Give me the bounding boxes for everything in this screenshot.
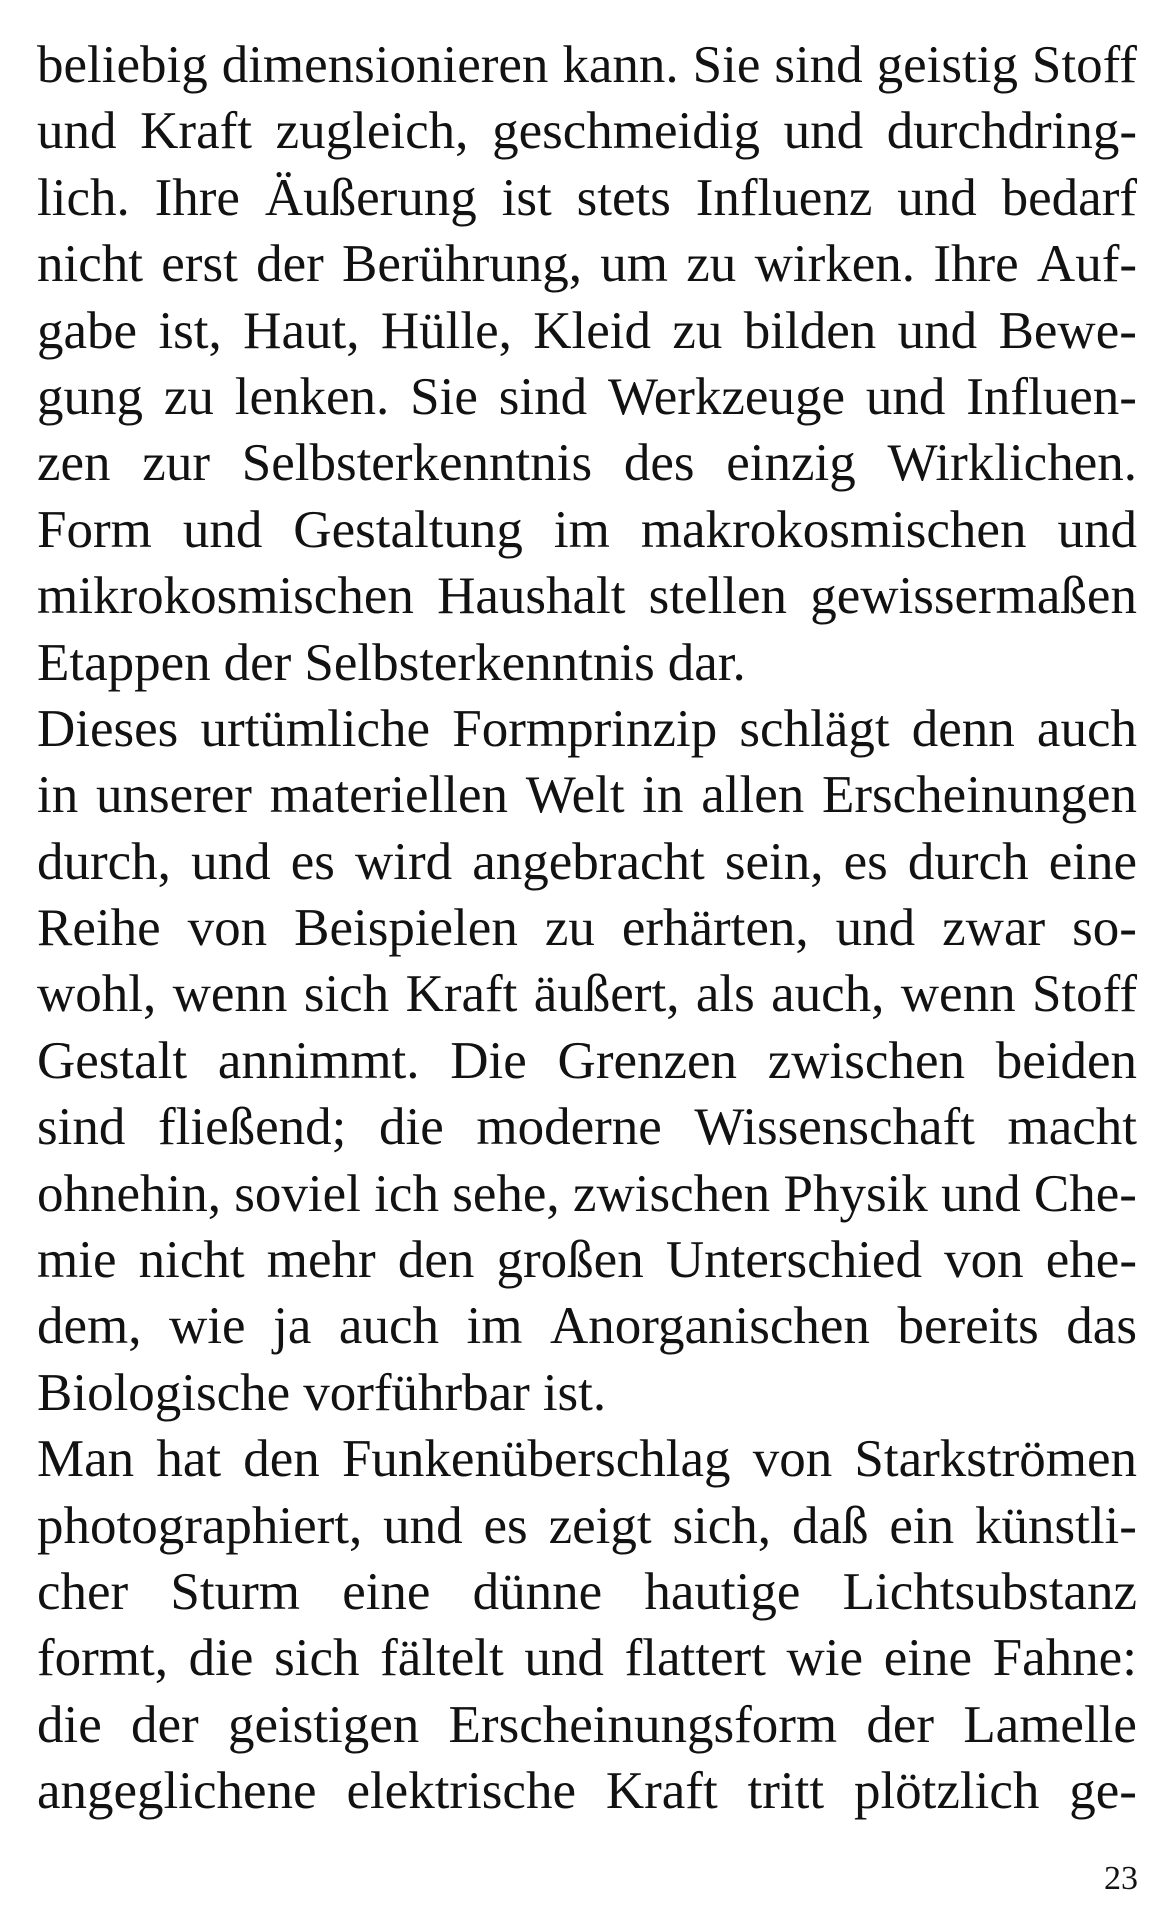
word: ohnehin, (37, 1164, 221, 1223)
word: allen (701, 766, 805, 825)
word: fließend; (157, 1098, 347, 1157)
word: stellen (648, 567, 788, 626)
word: sind (37, 1098, 126, 1157)
word: der (866, 1695, 935, 1754)
word: lenken. (234, 367, 390, 426)
word: und (1057, 500, 1137, 559)
word: die (188, 1629, 254, 1688)
paragraph (37, 696, 1137, 1426)
word: wird (354, 832, 453, 891)
word: Wissenschaft (694, 1098, 975, 1157)
word: zur (142, 434, 210, 493)
word: annimmt. (217, 1031, 420, 1090)
word: Kraft (605, 1762, 718, 1821)
word: beliebig (37, 36, 208, 94)
word: auch, (771, 965, 885, 1024)
word: Fahne: (992, 1629, 1137, 1688)
word: vorführbar (303, 1363, 530, 1422)
word: nicht (138, 1231, 245, 1290)
text-line (37, 430, 1137, 496)
word: zwischen (572, 1164, 771, 1223)
paragraph (37, 32, 1137, 696)
word: um (600, 235, 668, 294)
word: Kraft (405, 965, 518, 1024)
word: Sie (692, 36, 761, 94)
word: formt, (37, 1629, 168, 1688)
word: dem, (37, 1297, 142, 1356)
word: Äußerung (264, 168, 477, 227)
word: sein, (724, 832, 824, 891)
word: Physik (783, 1164, 928, 1223)
word: und (897, 301, 978, 360)
word: ist (501, 168, 552, 227)
word: sich (303, 965, 390, 1024)
text-line (37, 1360, 1137, 1426)
word: elektrische (346, 1762, 576, 1821)
word: denn (911, 699, 1015, 758)
word: zwischen (767, 1031, 965, 1090)
word: Haut, (243, 301, 360, 360)
word: dar. (667, 633, 746, 692)
paragraph (37, 1426, 1137, 1824)
word: und (37, 102, 117, 161)
word: Man (37, 1430, 135, 1489)
word: Sie (410, 367, 478, 426)
word: Ihre (154, 168, 240, 227)
word: den (397, 1231, 475, 1290)
word: von (752, 1430, 833, 1489)
word: des (623, 434, 695, 493)
word: Influenz (695, 168, 873, 227)
word: zeigt (548, 1496, 652, 1555)
word: als (695, 965, 755, 1024)
word: fältelt (380, 1629, 504, 1688)
word: Reihe (37, 899, 161, 958)
word: die (378, 1098, 444, 1157)
word: Etappen (37, 633, 211, 692)
text-line (37, 1028, 1137, 1094)
word: geistig (876, 36, 1018, 94)
word: Haushalt (437, 567, 626, 626)
word: ich (374, 1164, 439, 1223)
word: sehe, (452, 1164, 560, 1223)
word: Funkenüberschlag (341, 1430, 731, 1489)
text-line (37, 98, 1137, 164)
word: es (483, 1496, 528, 1555)
word: angebracht (472, 832, 705, 891)
word: den (243, 1430, 320, 1489)
text-line (37, 165, 1137, 231)
text-line (37, 1692, 1137, 1758)
word: und (941, 1164, 1021, 1223)
word: und (897, 168, 977, 227)
word: Kraft (140, 102, 252, 161)
word: moderne (476, 1098, 662, 1157)
text-line (37, 231, 1137, 297)
word: Gestaltung (293, 500, 523, 559)
word: und (383, 1496, 463, 1555)
word: von (187, 899, 268, 958)
word: in (37, 766, 79, 825)
text-line (37, 630, 1137, 696)
word: kann. (562, 36, 679, 94)
text-line (37, 1426, 1137, 1492)
word: durchdring- (886, 102, 1137, 161)
word: Wirklichen. (887, 434, 1137, 493)
word: und (783, 102, 864, 161)
word: Anorganischen (550, 1297, 870, 1356)
text-line (37, 364, 1137, 430)
word: der (131, 1695, 199, 1754)
word: und (191, 832, 271, 891)
word: und (182, 500, 263, 559)
word: geistigen (227, 1695, 420, 1754)
text-line (37, 1625, 1137, 1691)
word: flattert (624, 1629, 766, 1688)
word: auch (338, 1297, 439, 1356)
word: Berührung, (342, 235, 582, 294)
word: ehe- (1045, 1231, 1137, 1290)
word: geschmeidig (492, 102, 760, 161)
word: ist. (542, 1363, 607, 1422)
word: schlägt (739, 699, 890, 758)
word: Beispielen (294, 899, 518, 958)
word: unserer (95, 766, 252, 825)
text-line (37, 762, 1137, 828)
text-line (37, 895, 1137, 961)
word: der (223, 633, 292, 692)
word: Auf- (1036, 235, 1137, 294)
word: tritt (747, 1762, 825, 1821)
word: auch (1036, 699, 1137, 758)
word: Stoff (1031, 965, 1137, 1024)
word: Gestalt (37, 1031, 188, 1090)
word: eine (342, 1562, 431, 1621)
word: Stoff (1031, 36, 1137, 94)
word: Kleid (533, 301, 651, 360)
page-number: 23 (1104, 1860, 1138, 1897)
word: im (553, 500, 610, 559)
word: bedarf (1001, 168, 1137, 227)
word: hautige (644, 1562, 801, 1621)
word: erhärten, (621, 899, 809, 958)
word: Erscheinungen (822, 766, 1137, 825)
word: in (642, 766, 684, 825)
word: wie (169, 1297, 246, 1356)
word: zu (672, 301, 723, 360)
word: urtümliche (200, 699, 431, 758)
word: lich. (37, 168, 130, 227)
text-line (37, 298, 1137, 364)
word: zugleich, (275, 102, 469, 161)
text-line (37, 1493, 1137, 1559)
text-line (37, 1758, 1137, 1824)
word: im (466, 1297, 523, 1356)
word: nicht (37, 235, 143, 294)
word: daß (791, 1496, 869, 1555)
text-line (37, 1161, 1137, 1227)
word: mehr (266, 1231, 376, 1290)
body-text (37, 32, 1137, 1825)
text-line (37, 961, 1137, 1027)
text-line (37, 1227, 1137, 1293)
word: beiden (995, 1031, 1137, 1090)
word: dimensionieren (221, 36, 549, 94)
word: bereits (897, 1297, 1039, 1356)
word: Lamelle (963, 1695, 1137, 1754)
word: mie (37, 1231, 117, 1290)
text-line (37, 1094, 1137, 1160)
word: mikrokosmischen (37, 567, 414, 626)
word: wenn (172, 965, 288, 1024)
word: durch, (37, 832, 171, 891)
word: sich, (672, 1496, 772, 1555)
text-line (37, 497, 1137, 563)
word: es (290, 832, 335, 891)
word: der (256, 235, 324, 294)
word: künstli- (974, 1496, 1137, 1555)
word: und (835, 899, 916, 958)
word: makrokosmischen (640, 500, 1027, 559)
text-line (37, 696, 1137, 762)
word: Grenzen (557, 1031, 738, 1090)
word: Dieses (37, 699, 179, 758)
word: die (37, 1695, 102, 1754)
text-line (37, 1293, 1137, 1359)
word: dünne (472, 1562, 603, 1621)
word: hat (156, 1430, 222, 1489)
word: Influen- (966, 367, 1137, 426)
word: Werkzeuge (607, 367, 845, 426)
word: Che- (1033, 1164, 1137, 1223)
word: Unterschied (665, 1231, 922, 1290)
word: ist, (158, 301, 222, 360)
word: großen (496, 1231, 644, 1290)
word: wohl, (37, 965, 157, 1024)
word: Biologische (37, 1363, 291, 1422)
text-line (37, 829, 1137, 895)
word: macht (1007, 1098, 1137, 1157)
word: ein (889, 1496, 955, 1555)
word: Formprinzip (452, 699, 718, 758)
word: sich (274, 1629, 360, 1688)
word: Bewe- (998, 301, 1137, 360)
word: und (524, 1629, 604, 1688)
text-line (37, 1559, 1137, 1625)
word: Sturm (170, 1562, 300, 1621)
word: sind (774, 36, 863, 94)
word: gewissermaßen (810, 567, 1137, 626)
word: wie (786, 1629, 864, 1688)
word: bilden (743, 301, 877, 360)
word: plötzlich (853, 1762, 1040, 1821)
word: zu (544, 899, 595, 958)
word: stets (576, 168, 671, 227)
word: Erscheinungsform (448, 1695, 838, 1754)
word: gabe (37, 301, 138, 360)
word: Form (37, 500, 152, 559)
word: Selbsterkenntnis (241, 434, 593, 493)
word: Selbsterkenntnis (304, 633, 655, 692)
word: gung (37, 367, 143, 426)
word: angeglichene (37, 1762, 317, 1821)
word: Hülle, (380, 301, 512, 360)
word: Starkströmen (854, 1430, 1137, 1489)
word: wirken. (754, 235, 916, 294)
word: materiellen (269, 766, 509, 825)
word: Die (450, 1031, 527, 1090)
word: zen (37, 434, 111, 493)
word: es (843, 832, 888, 891)
word: erst (161, 235, 238, 294)
word: und (865, 367, 946, 426)
word: zu (163, 367, 214, 426)
word: Welt (525, 766, 625, 825)
word: zu (686, 235, 737, 294)
word: photographiert, (37, 1496, 363, 1555)
text-line (37, 32, 1137, 98)
word: das (1066, 1297, 1137, 1356)
word: soviel (234, 1164, 361, 1223)
word: zwar (942, 899, 1046, 958)
word: sind (498, 367, 588, 426)
word: cher (37, 1562, 129, 1621)
word: ge- (1069, 1762, 1137, 1821)
text-line (37, 563, 1137, 629)
word: ja (273, 1297, 312, 1356)
word: durch (907, 832, 1029, 891)
word: so- (1072, 899, 1137, 958)
word: eine (1048, 832, 1137, 891)
word: äußert, (533, 965, 680, 1024)
word: eine (883, 1629, 972, 1688)
word: einzig (726, 434, 856, 493)
word: wenn (900, 965, 1016, 1024)
word: Ihre (933, 235, 1019, 294)
word: von (944, 1231, 1024, 1290)
word: Lichtsubstanz (842, 1562, 1137, 1621)
